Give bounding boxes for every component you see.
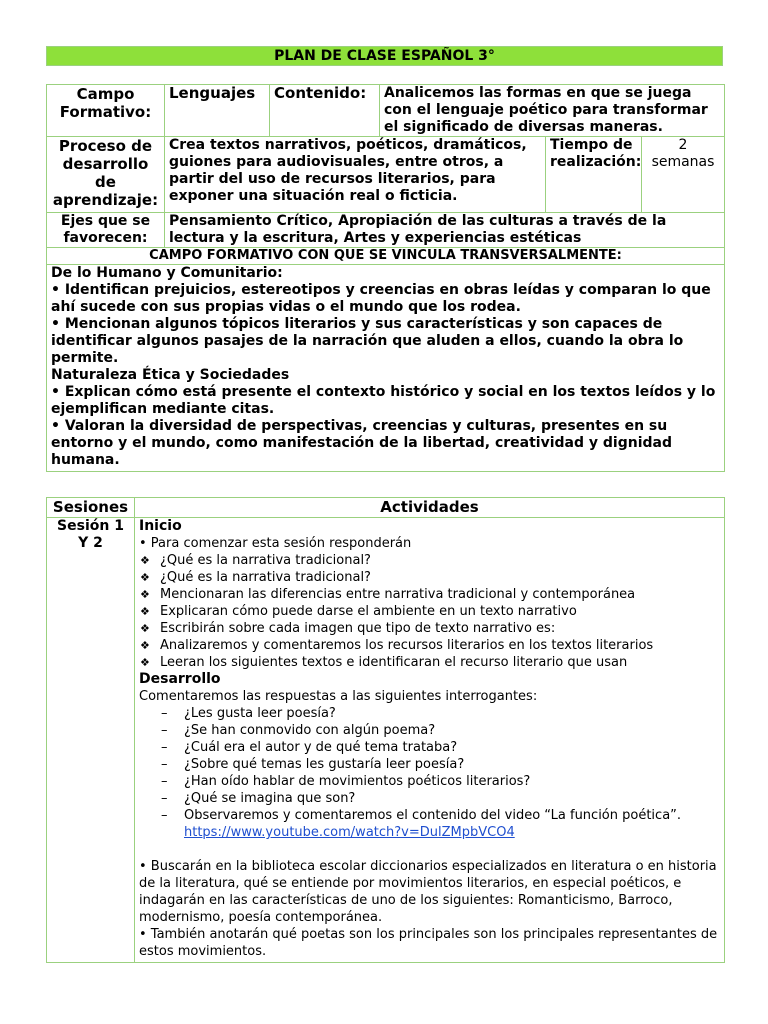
inicio-heading: Inicio bbox=[139, 518, 182, 534]
desarrollo-item: – ¿Se han conmovido con algún poema? bbox=[139, 722, 720, 739]
video-link-line bbox=[139, 824, 720, 841]
contenido-label: Contenido: bbox=[270, 85, 380, 137]
campo-label: Campo Formativo: bbox=[47, 85, 165, 137]
inicio-item: ❖ Leeran los siguientes textos e identificaran el recurso literario que usan bbox=[139, 654, 720, 671]
desarrollo-item: – ¿Qué se imagina que son? bbox=[139, 790, 720, 807]
desarrollo-item: – ¿Han oído hablar de movimientos poéticos literarios? bbox=[139, 773, 720, 790]
col-header-actividades: Actividades bbox=[135, 498, 725, 518]
desarrollo-item: – ¿Les gusta leer poesía? bbox=[139, 705, 720, 722]
activities-cell bbox=[135, 518, 725, 963]
transversal-line: • Identifican prejuicios, estereotipos y creencias en obras leídas y comparan lo que ahí sucede con sus propias vidas o el mundo que los rodea. bbox=[51, 282, 711, 315]
inicio-item: ❖ Explicaran cómo puede darse el ambiente en un texto narrativo bbox=[139, 603, 720, 620]
proceso-label: Proceso de desarrollo de aprendizaje: bbox=[47, 137, 165, 213]
inicio-item: ❖ Mencionaran las diferencias entre narrativa tradicional y contemporánea bbox=[139, 586, 720, 603]
transversal-line: Naturaleza Ética y Sociedades bbox=[51, 367, 290, 383]
contenido-value: Analicemos las formas en que se juega con el lenguaje poético para transformar el significado de diversas maneras. bbox=[380, 85, 725, 137]
sessions-table bbox=[46, 497, 725, 963]
tiempo-value: 2 semanas bbox=[642, 137, 725, 213]
inicio-intro: • Para comenzar esta sesión responderán bbox=[139, 536, 412, 551]
desarrollo-intro: Comentaremos las respuestas a las siguientes interrogantes: bbox=[139, 689, 538, 704]
inicio-item: ❖ Analizaremos y comentaremos los recursos literarios en los textos literarios bbox=[139, 637, 720, 654]
transversal-header: CAMPO FORMATIVO CON QUE SE VINCULA TRANSVERSALMENTE: bbox=[47, 248, 725, 265]
ejes-label: Ejes que se favorecen: bbox=[47, 213, 165, 248]
transversal-line: • Explican cómo está presente el contexto histórico y social en los textos leídos y lo ejemplifican mediante citas. bbox=[51, 384, 716, 417]
desarrollo-item: – ¿Cuál era el autor y de qué tema trataba? bbox=[139, 739, 720, 756]
inicio-item: ❖ Escribirán sobre cada imagen que tipo de texto narrativo es: bbox=[139, 620, 720, 637]
info-table bbox=[46, 84, 725, 472]
transversal-line: De lo Humano y Comunitario: bbox=[51, 265, 283, 281]
transversal-line: • Valoran la diversidad de perspectivas, creencias y culturas, presentes en su entorno y el mundo, como manifestación de la libertad, creatividad y dignidad humana. bbox=[51, 418, 672, 468]
transversal-line: • Mencionan algunos tópicos literarios y sus características y son capaces de identificar algunos pasajes de la narración que aluden a ellos, cuando la obra lo permite. bbox=[51, 316, 684, 366]
session-label: Sesión 1 Y 2 bbox=[47, 518, 135, 963]
campo-value: Lenguajes bbox=[165, 85, 270, 137]
spacer bbox=[139, 841, 720, 858]
transversal-content bbox=[47, 265, 725, 472]
video-link[interactable]: https://www.youtube.com/watch?v=DulZMpbVCO4 bbox=[184, 825, 515, 840]
desarrollo-item: – Observaremos y comentaremos el contenido del video “La función poética”. bbox=[139, 807, 720, 824]
desarrollo-heading: Desarrollo bbox=[139, 671, 221, 687]
ejes-value: Pensamiento Crítico, Apropiación de las culturas a través de la lectura y la escritura, Artes y experiencias estéticas bbox=[165, 213, 725, 248]
col-header-sesiones: Sesiones bbox=[47, 498, 135, 518]
proceso-value: Crea textos narrativos, poéticos, dramáticos, guiones para audiovisuales, entre otros, a partir del uso de recursos literarios, para exponer una situación real o ficticia. bbox=[165, 137, 546, 213]
page-title: PLAN DE CLASE ESPAÑOL 3° bbox=[46, 46, 723, 66]
desarrollo-item: – ¿Sobre qué temas les gustaría leer poesía? bbox=[139, 756, 720, 773]
inicio-item: ❖ ¿Qué es la narrativa tradicional? bbox=[139, 569, 720, 586]
paragraph-poetas: • También anotarán qué poetas son los principales son los principales representantes de estos movimientos. bbox=[139, 927, 718, 959]
inicio-item: ❖ ¿Qué es la narrativa tradicional? bbox=[139, 552, 720, 569]
tiempo-label: Tiempo de realización: bbox=[546, 137, 642, 213]
paragraph-biblioteca: • Buscarán en la biblioteca escolar diccionarios especializados en literatura o en historia de la literatura, qué se entiende por movimientos literarios, en especial poéticos, e indagarán en las características de uno de los siguientes: Romanticismo, Barroco, modernismo, poesía contemporánea. bbox=[139, 859, 717, 925]
